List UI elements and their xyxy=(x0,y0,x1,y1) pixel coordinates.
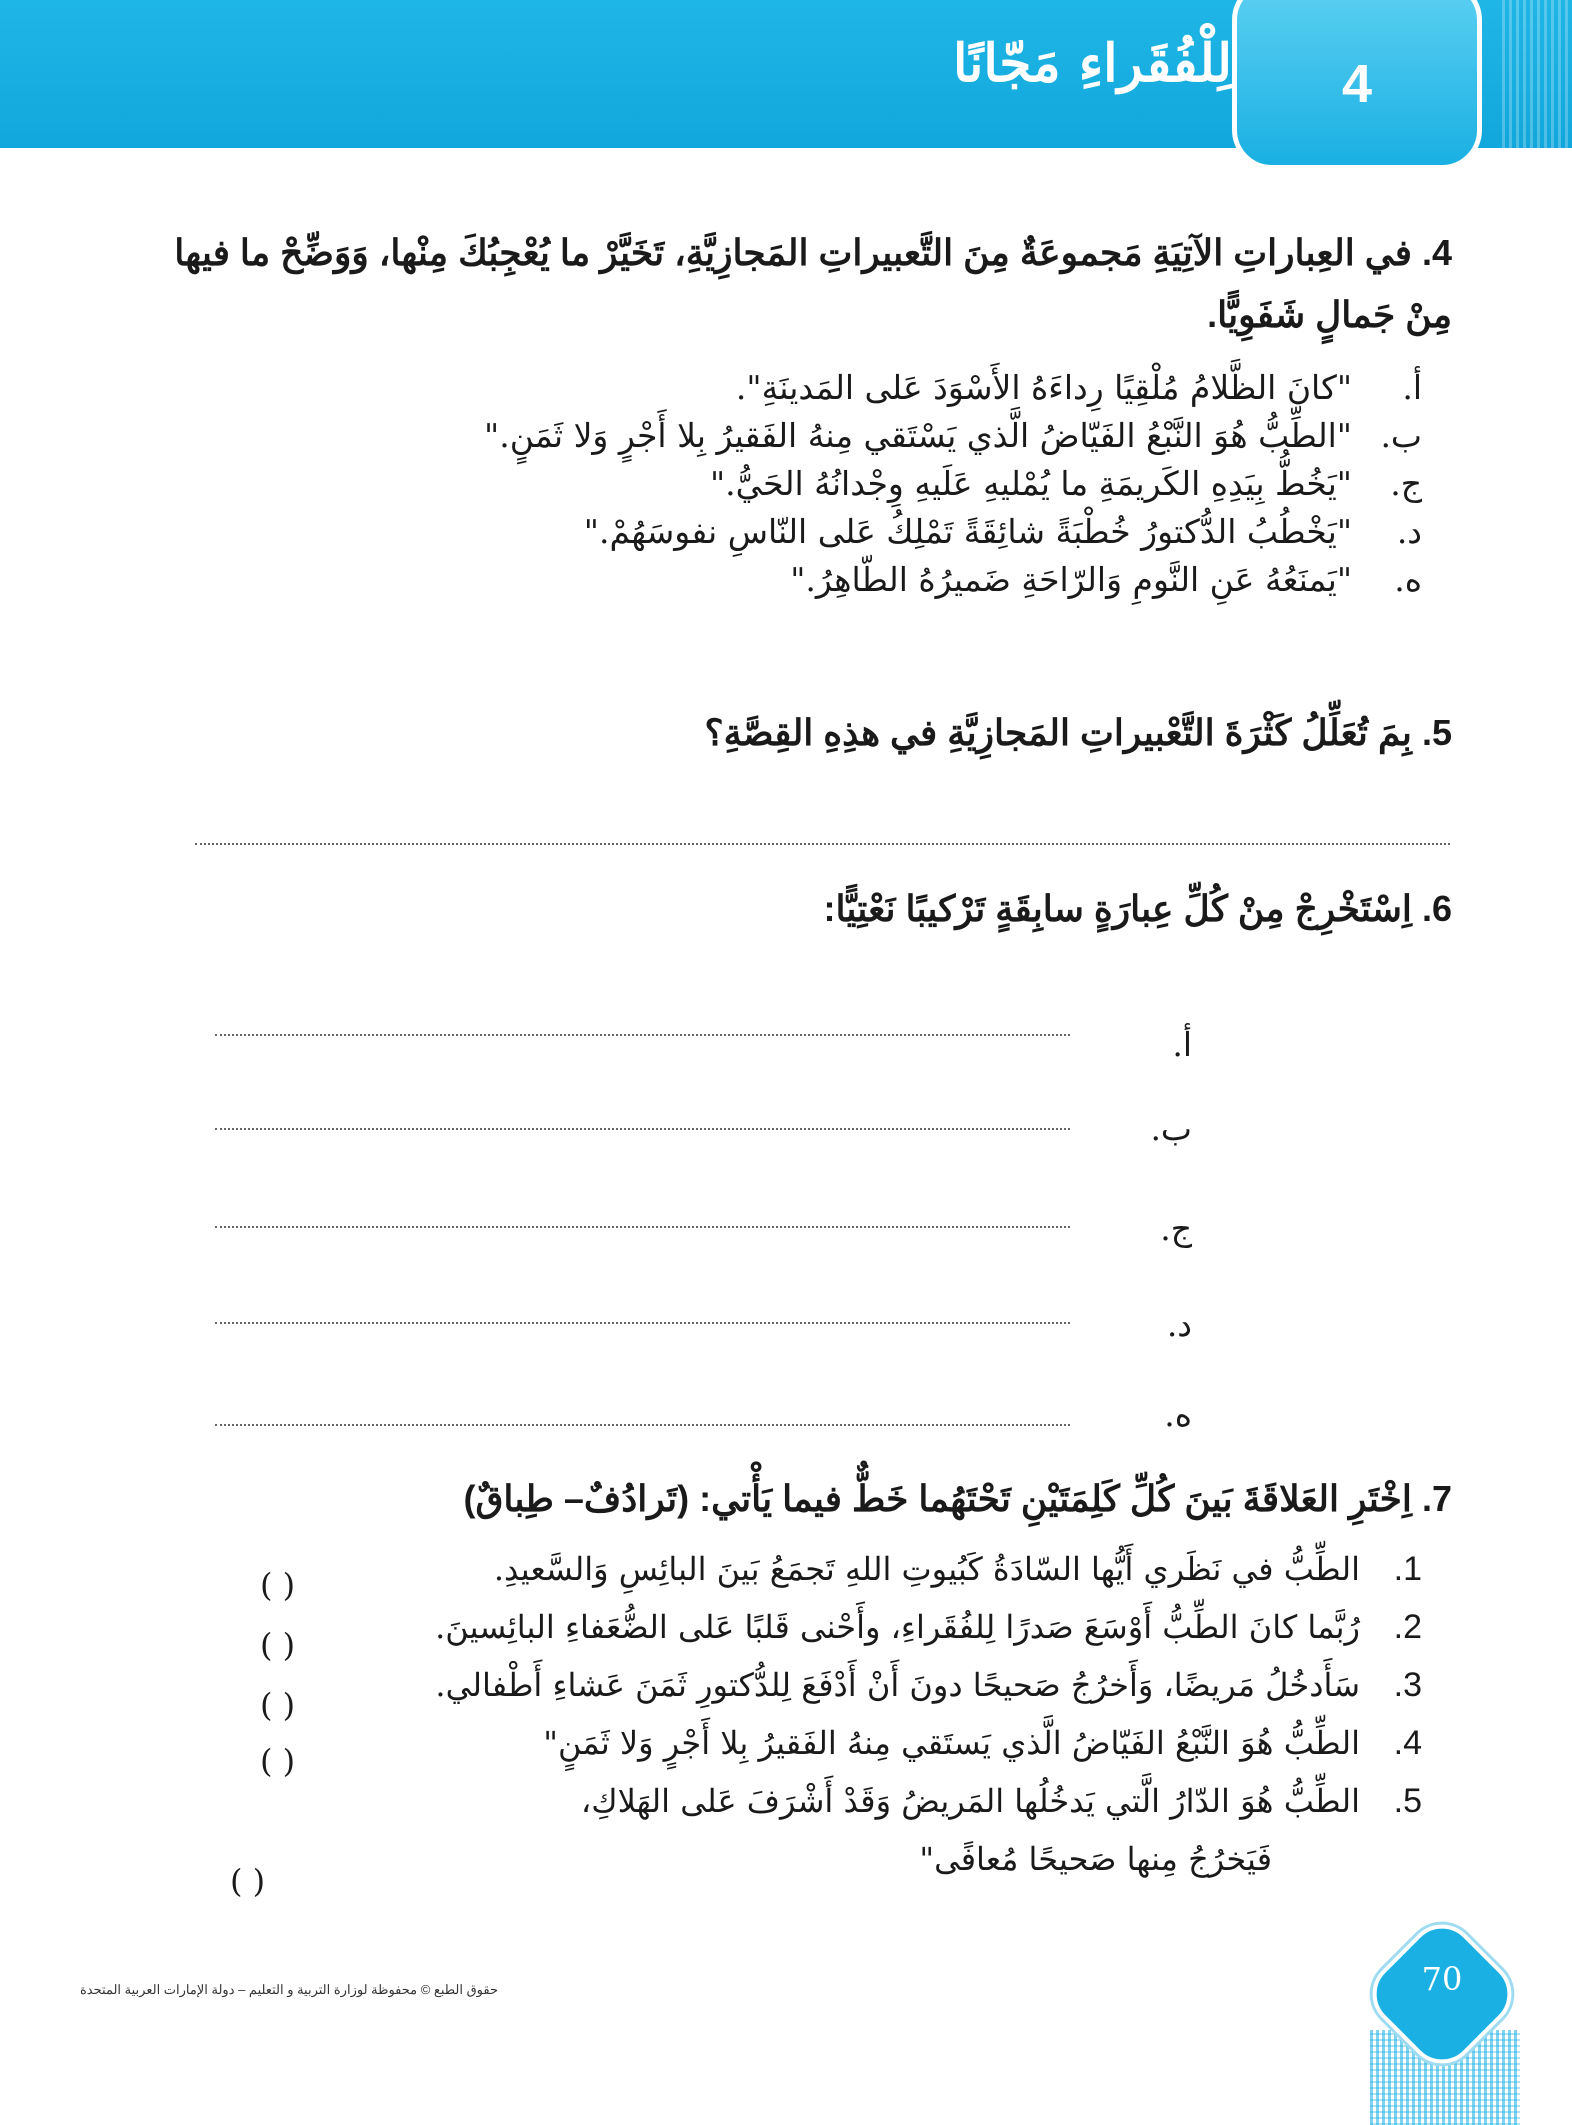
question-6-answer-line[interactable] xyxy=(215,1322,1070,1324)
lesson-number: 4 xyxy=(1341,54,1373,114)
question-6-answer-line[interactable] xyxy=(215,1034,1070,1036)
question-4-items xyxy=(122,364,1422,604)
list-item: 3.سَأَدخُلُ مَريضًا، وَأَخرُجُ صَحيحًا دونَ أَنْ أَدْفَعَ لِلدُّكتورِ ثَمَنَ عَشاءِ أَطْفالي. xyxy=(435,1666,1422,1704)
question-6-label: ه. xyxy=(1164,1395,1192,1434)
list-item: 1.الطِّبُّ في نَظَري أَيُّها السّادَةُ كَبُيوتِ اللهِ تَجمَعُ بَينَ البائِسِ وَالسَّعيدِ. xyxy=(493,1550,1422,1588)
question-5-answer-line[interactable] xyxy=(195,843,1450,845)
question-5-text: بِمَ تُعَلِّلُ كَثْرَةَ التَّعْبيراتِ المَجازِيَّةِ في هذِهِ القِصَّةِ؟ xyxy=(704,712,1412,753)
question-6-text: اِسْتَخْرِجْ مِنْ كُلِّ عِبارَةٍ سابِقَةٍ تَرْكيبًا نَعْتِيًّا: xyxy=(823,888,1412,929)
question-6-number: 6. xyxy=(1421,888,1452,929)
question-7-text: اِخْتَرِ العَلاقَةَ بَينَ كُلِّ كَلِمَتَيْنِ تَحْتَهُما خَطٌّ فيما يَأْتي: (تَرادُفٌ– طِباقٌ) xyxy=(463,1478,1412,1519)
list-item: 2.رُبَّما كانَ الطِّبُّ أَوْسَعَ صَدرًا لِلفُقَراءِ، وأَحْنى قَلبًا عَلى الضُّعَفاءِ البائِسينَ. xyxy=(435,1608,1422,1646)
question-6-answer-line[interactable] xyxy=(215,1226,1070,1228)
list-item: 5.الطِّبُّ هُوَ الدّارُ الَّتي يَدخُلُها المَريضُ وَقَدْ أَشْرَفَ عَلى الهَلاكِ، xyxy=(580,1782,1422,1820)
question-6-answer-line[interactable] xyxy=(215,1424,1070,1426)
question-4-number: 4. xyxy=(1421,232,1452,273)
question-6-prompt xyxy=(122,878,1452,940)
question-6-label: ب. xyxy=(1150,1109,1192,1148)
list-item: د."يَخْطُبُ الدُّكتورُ خُطْبَةً شائِقَةً تَمْلِكُ عَلى النّاسِ نفوسَهُمْ." xyxy=(583,512,1422,551)
copyright-notice: حقوق الطبع © محفوظة لوزارة التربية و التعليم – دولة الإمارات العربية المتحدة xyxy=(80,1982,499,1997)
answer-blank[interactable]: ( ) xyxy=(260,1566,296,1604)
answer-blank[interactable]: ( ) xyxy=(230,1862,266,1900)
question-6-label: أ. xyxy=(1172,1025,1192,1064)
question-7-number: 7. xyxy=(1421,1478,1452,1519)
question-4 xyxy=(122,222,1452,604)
lesson-number-tab xyxy=(1232,0,1482,170)
question-7 xyxy=(122,1468,1452,1530)
question-6-label: د. xyxy=(1166,1305,1192,1344)
question-6 xyxy=(122,878,1452,940)
list-item: 4.الطِّبُّ هُوَ النَّبْعُ الفَيّاضُ الَّذي يَستَقي مِنهُ الفَقيرُ بِلا أَجْرٍ وَلا ثَمَنٍ" xyxy=(543,1724,1422,1762)
question-5-number: 5. xyxy=(1421,712,1452,753)
answer-blank[interactable]: ( ) xyxy=(260,1686,296,1724)
question-7-prompt xyxy=(122,1468,1452,1530)
lesson-title: لِلْفُقَراءِ مَجّانًا xyxy=(953,33,1232,94)
header-texture xyxy=(1502,0,1572,148)
question-4-prompt xyxy=(122,222,1452,346)
list-item: ه."يَمنَعُهُ عَنِ النَّومِ وَالرّاحَةِ ضَميرُهُ الطّاهِرُ." xyxy=(790,560,1422,599)
page-number: 70 xyxy=(1421,1960,1463,1998)
question-5-prompt xyxy=(122,702,1452,764)
list-item-continuation: فَيَخرُجُ مِنها صَحيحًا مُعافًى" xyxy=(919,1840,1272,1878)
question-6-label: ج. xyxy=(1160,1209,1192,1248)
list-item: ب."الطِّبُّ هُوَ النَّبْعُ الفَيّاضُ الَّذي يَسْتَقي مِنهُ الفَقيرُ بِلا أَجْرٍ وَلا ثَمَنٍ." xyxy=(484,416,1422,455)
question-6-answer-line[interactable] xyxy=(215,1128,1070,1130)
question-4-text: في العِباراتِ الآتِيَةِ مَجموعَةٌ مِنَ التَّعبيراتِ المَجازِيَّةِ، تَخَيَّرْ ما يُعْجِبُكَ مِنْها، وَوَضِّحْ ما فيها مِنْ جَمالٍ شَفَوِيًّا. xyxy=(174,232,1452,335)
list-item: ج."يَخُطُّ بِيَدِهِ الكَريمَةِ ما يُمْليهِ عَلَيهِ وِجْدانُهُ الحَيُّ." xyxy=(709,464,1422,503)
question-5 xyxy=(122,702,1452,764)
answer-blank[interactable]: ( ) xyxy=(260,1742,296,1780)
question-7-items xyxy=(142,1540,1422,1888)
list-item: أ."كانَ الظَّلامُ مُلْقِيًا رِداءَهُ الأَسْوَدَ عَلى المَدينَةِ". xyxy=(735,368,1422,407)
answer-blank[interactable]: ( ) xyxy=(260,1626,296,1664)
